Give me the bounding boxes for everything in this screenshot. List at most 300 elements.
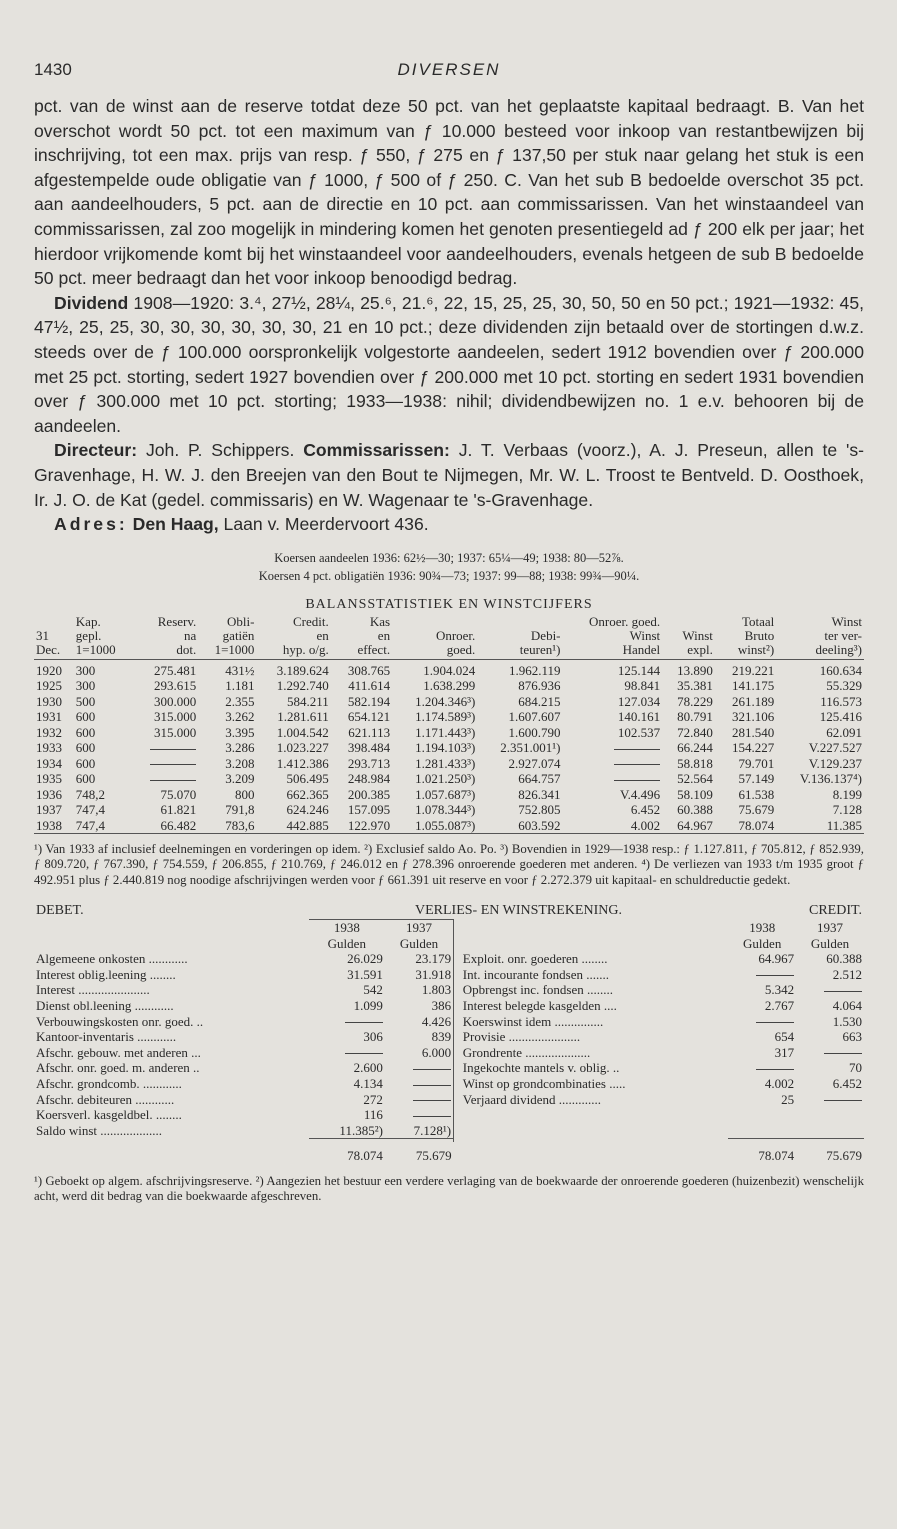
- balans-cell: 293.713: [347, 755, 391, 771]
- balans-cell: 55.329: [826, 678, 862, 694]
- balans-column-header: gepl.: [75, 627, 102, 643]
- adres-city: Den Haag,: [132, 514, 219, 535]
- dash-rule: [413, 1085, 451, 1086]
- debet-item-label: Afschr. debiteuren ............: [36, 1091, 175, 1107]
- balans-cell: 1.904.024: [423, 662, 476, 678]
- debet-item-1938: 4.134: [353, 1076, 383, 1092]
- balans-cell: 78.229: [677, 693, 713, 709]
- balans-cell: 3.208: [225, 755, 255, 771]
- balans-cell: 72.840: [677, 724, 713, 740]
- balans-column-header: Totaal: [741, 613, 775, 629]
- balans-cell: 500: [75, 693, 96, 709]
- debet-item-1938: [309, 1045, 385, 1061]
- dash-rule: [413, 1116, 451, 1117]
- balans-column-header: Debi-: [530, 627, 561, 643]
- balans-cell: 1.055.087³): [415, 817, 476, 833]
- credit-item-1937: 1.530: [832, 1013, 862, 1029]
- balans-cell: 783,6: [225, 817, 255, 833]
- balans-cell: 308.765: [347, 662, 391, 678]
- balans-cell: 1.023.227: [276, 740, 329, 756]
- balans-cell: 62.091: [826, 724, 862, 740]
- balans-column-header: hyp. o/g.: [256, 643, 330, 660]
- balans-cell: 3.209: [225, 771, 255, 787]
- dash-rule: [345, 1053, 383, 1054]
- balans-cell: 1.181: [225, 678, 255, 694]
- balans-cell: 125.416: [819, 709, 862, 725]
- column-separator: [454, 1107, 461, 1123]
- credit-item-1937: [796, 1092, 864, 1108]
- balans-cell: 60.388: [677, 802, 713, 818]
- dash-rule: [614, 764, 660, 765]
- balans-cell: V.227.527: [808, 740, 862, 756]
- balans-cell: 1.600.790: [508, 724, 561, 740]
- balans-cell: 300.000: [154, 693, 197, 709]
- column-separator: [454, 1123, 461, 1139]
- balans-cell: 315.000: [154, 724, 197, 740]
- page: [34, 58, 864, 1205]
- balans-cell: 98.841: [624, 678, 661, 694]
- credit-item-1938: 317: [774, 1044, 795, 1060]
- credit-item-1938: [728, 967, 796, 983]
- balans-cell: 398.484: [347, 740, 391, 756]
- debet-unit-1937: Gulden: [399, 935, 439, 951]
- dash-rule: [756, 1069, 794, 1070]
- column-separator: [454, 1014, 461, 1030]
- balans-column-header: en: [377, 627, 391, 643]
- balans-cell: 1935: [36, 771, 62, 787]
- balans-cell: 600: [75, 709, 96, 725]
- credit-item-label: Opbrengst inc. fondsen ........: [462, 982, 613, 998]
- debet-year-1938: 1938: [309, 920, 385, 936]
- dash-rule: [824, 1100, 862, 1101]
- balans-cell: 7.128: [832, 802, 862, 818]
- column-separator: [454, 1029, 461, 1045]
- balans-cell: 293.615: [154, 678, 197, 694]
- credit-item-1937: [796, 1045, 864, 1061]
- balans-cell: V.4.496: [619, 786, 661, 802]
- balans-row: [34, 678, 864, 694]
- vw-row: [34, 1014, 864, 1030]
- debet-item-1937: 839: [431, 1029, 452, 1045]
- debet-item-1937: [385, 1060, 454, 1076]
- balans-column-header: [34, 615, 74, 629]
- balans-cell: 1.607.607: [508, 709, 561, 725]
- balans-cell: 8.199: [832, 786, 862, 802]
- balans-row: [34, 787, 864, 803]
- directeur-label: Directeur:: [54, 440, 138, 461]
- balans-cell: [563, 771, 663, 787]
- balans-cell: 122.970: [347, 817, 391, 833]
- balans-title: BALANSSTATISTIEK EN WINSTCIJFERS: [305, 596, 593, 612]
- balans-cell: 1.412.386: [276, 755, 329, 771]
- balans-cell: 125.144: [617, 662, 661, 678]
- adres-street: Laan v. Meerdervoort 436.: [218, 514, 429, 535]
- debet-item-1938: 306: [363, 1029, 383, 1045]
- balans-cell: 747,4: [75, 817, 106, 833]
- balans-column-header: effect.: [331, 643, 392, 660]
- debet-item-1937: 7.128¹): [413, 1122, 452, 1138]
- balans-cell: 624.246: [286, 802, 329, 818]
- balans-column-header: gatiën: [222, 627, 255, 643]
- debet-item-label: Algemeene onkosten ............: [36, 951, 188, 967]
- balans-row: [34, 725, 864, 741]
- vw-row: [34, 1045, 864, 1061]
- vw-row: [34, 1092, 864, 1108]
- credit-total-1938: 78.074: [758, 1148, 795, 1164]
- dash-rule: [614, 749, 660, 750]
- debet-total-1938: 78.074: [347, 1148, 383, 1164]
- balans-cell: 3.189.624: [276, 662, 329, 678]
- balans-cell: 248.984: [347, 771, 391, 787]
- vw-row: [34, 982, 864, 998]
- column-separator: [454, 1076, 461, 1092]
- debet-item-1937: 31.918: [415, 966, 452, 982]
- credit-item-1937: 70: [849, 1060, 862, 1076]
- empty-cell: [34, 1142, 309, 1164]
- credit-item-label: Grondrente ....................: [462, 1044, 591, 1060]
- directeur-text: Joh. P. Schippers.: [137, 440, 304, 461]
- balans-cell: 2.927.074: [508, 755, 561, 771]
- credit-item-label: Verjaard dividend .............: [462, 1091, 602, 1107]
- balans-cell: 1.194.103³): [415, 740, 476, 756]
- balans-header-row: [34, 615, 864, 629]
- balans-cell: V.129.237: [808, 755, 862, 771]
- balans-column-header: Bruto: [744, 627, 775, 643]
- balans-cell: 75.070: [160, 786, 197, 802]
- balans-cell: 35.381: [677, 678, 713, 694]
- debet-item-1938: 272: [363, 1091, 383, 1107]
- balans-cell: 300: [75, 678, 96, 694]
- balans-column-header: Reserv.: [157, 613, 197, 629]
- vw-row: [34, 1029, 864, 1045]
- dash-rule: [824, 1053, 862, 1054]
- credit-item-1937: 663: [842, 1029, 862, 1045]
- balans-cell: 3.286: [225, 740, 255, 756]
- balans-cell: 160.634: [819, 662, 862, 678]
- balans-row: [34, 709, 864, 725]
- balans-cell: 3.395: [225, 724, 255, 740]
- page-number: 1430: [34, 60, 72, 79]
- balans-cell: 1.292.740: [276, 678, 329, 694]
- balans-cell: 411.614: [348, 678, 391, 694]
- balans-row: [34, 694, 864, 710]
- body-text: [34, 94, 864, 537]
- debet-item-1938: 542: [363, 982, 383, 998]
- balans-cell: 6.452: [630, 802, 661, 818]
- debet-item-1938: 1.099: [353, 998, 383, 1014]
- credit-item-1938: 5.342: [764, 982, 795, 998]
- balans-column-header: 31: [36, 627, 49, 643]
- paragraph-dividend: [34, 291, 864, 439]
- balans-cell: 281.540: [732, 724, 775, 740]
- debet-item-1937: 386: [431, 998, 452, 1014]
- credit-unit-1938: Gulden: [743, 935, 782, 951]
- vw-title: VERLIES- EN WINSTREKENING.: [414, 903, 622, 919]
- balans-cell: 600: [75, 724, 96, 740]
- credit-item-1938: 4.002: [764, 1076, 795, 1092]
- vw-row: [34, 1107, 864, 1123]
- vw-row: [34, 1076, 864, 1092]
- dash-rule: [345, 1022, 383, 1023]
- balans-cell: 584.211: [286, 693, 329, 709]
- balans-column-header: expl.: [662, 643, 715, 660]
- koersen-aandeelen: Koersen aandeelen 1936: 62½—30; 1937: 65¼—49; 1938: 80—52⅞.: [274, 550, 624, 565]
- debet-year-1937: 1937: [385, 920, 454, 936]
- balans-header-row: [34, 643, 864, 660]
- vw-row: [34, 967, 864, 983]
- balans-cell: 157.095: [347, 802, 391, 818]
- balans-cell: 582.194: [347, 693, 391, 709]
- debet-item-label: Interest oblig.leening ........: [36, 966, 176, 982]
- balans-notes-text: ¹) Van 1933 af inclusief deelnemingen en vorderingen op idem. ²) Exclusief saldo Ao. Po. ³) Bovendien in 1929—1938 resp.: ƒ 1.127.811, ƒ 705.812, ƒ 852.939, ƒ 809.720, ƒ 767.390, ƒ 754.559, ƒ 206.855, ƒ 210.769, ƒ 246.012 en ƒ 278.396 onroerende goederen met anderen. ⁴) De verliezen van 1933 t/m 1935 groot ƒ 492.951 plus ƒ 2.440.819 nog noodige afschrijvingen werden voor ƒ 661.391 uit reserve en voor ƒ 2.272.379 uit kapitaal- en schuldreductie gedekt.: [34, 842, 864, 887]
- balans-cell: 57.149: [738, 771, 775, 787]
- credit-year-1937: 1937: [817, 919, 844, 935]
- empty-cell: [796, 1123, 864, 1139]
- balans-cell: V.136.137⁴): [799, 771, 862, 787]
- balans-row: [34, 740, 864, 756]
- debet-item-label: Verbouwingskosten onr. goed. ..: [36, 1013, 204, 1029]
- balans-cell: 315.000: [154, 709, 197, 725]
- balans-cell: 506.495: [286, 771, 329, 787]
- balans-cell: 1932: [36, 724, 62, 740]
- debet-item-1937: 6.000: [421, 1044, 452, 1060]
- empty-cell: [728, 1123, 796, 1139]
- balans-row: [34, 818, 864, 834]
- balans-cell: 2.351.001¹): [500, 740, 561, 756]
- adres-label: Adres:: [54, 514, 128, 535]
- balans-cell: 752.805: [518, 802, 561, 818]
- debet-item-label: Saldo winst ...................: [36, 1123, 163, 1139]
- balans-cell: 1.638.299: [423, 678, 476, 694]
- balans-cell: 64.967: [677, 817, 713, 833]
- balans-cell: 654.121: [347, 709, 391, 725]
- balans-column-header: Dec.: [34, 643, 74, 660]
- balans-cell: 1933: [36, 740, 62, 756]
- column-separator: [454, 982, 461, 998]
- balans-column-header: deeling³): [776, 643, 864, 660]
- dash-rule: [614, 780, 660, 781]
- vw-row: [34, 951, 864, 967]
- balans-cell: 66.482: [160, 817, 197, 833]
- balans-cell: 58.818: [677, 755, 713, 771]
- dash-rule: [413, 1100, 451, 1101]
- debet-item-label: Kantoor-inventaris ............: [36, 1029, 177, 1045]
- koersen-block: [34, 549, 864, 585]
- balans-cell: 2.355: [225, 693, 255, 709]
- balans-cell: 1.281.611: [277, 709, 329, 725]
- empty-cell: [461, 1142, 728, 1164]
- debet-unit-1938: Gulden: [327, 935, 366, 951]
- balans-cell: [132, 740, 198, 756]
- credit-item-1938: [728, 1014, 796, 1030]
- empty-cell: [461, 1107, 728, 1123]
- balans-row: [34, 756, 864, 772]
- empty-cell: [796, 1107, 864, 1123]
- balans-column-header: [662, 615, 715, 629]
- debet-item-1938: [309, 1014, 385, 1030]
- balans-column-header: winst²): [715, 643, 776, 660]
- balans-column-header: goed.: [392, 643, 477, 660]
- balans-column-header: ter ver-: [824, 627, 862, 643]
- credit-item-1937: 60.388: [826, 951, 862, 967]
- debet-item-label: Interest ......................: [36, 982, 150, 998]
- empty-cell: [461, 1123, 728, 1139]
- balans-cell: 600: [75, 771, 96, 787]
- debet-item-1937: [385, 1076, 454, 1092]
- column-separator: [454, 1092, 461, 1108]
- balans-cell: 1.174.589³): [415, 709, 476, 725]
- page-header: [34, 58, 864, 86]
- debet-item-label: Dienst obl.leening ............: [36, 998, 174, 1014]
- column-separator: [454, 967, 461, 983]
- column-separator: [454, 951, 461, 967]
- balans-cell: 275.481: [154, 662, 197, 678]
- balans-column-header: Kap.: [75, 613, 101, 629]
- balans-cell: 1925: [36, 678, 62, 694]
- balans-column-header: 1=1000: [74, 643, 132, 660]
- balans-cell: 1937: [36, 802, 62, 818]
- dividend-label: Dividend: [54, 292, 129, 313]
- debet-item-label: Koersverl. kasgeldbel. ........: [36, 1107, 182, 1123]
- balans-cell: 61.538: [738, 786, 775, 802]
- balans-cell: 11.385: [826, 817, 862, 833]
- balans-cell: 154.227: [732, 740, 775, 756]
- dash-rule: [756, 1022, 794, 1023]
- balans-column-header: Handel: [563, 643, 663, 660]
- debet-item-1938: 31.591: [347, 966, 383, 982]
- balans-cell: 127.034: [617, 693, 661, 709]
- balans-cell: 603.592: [518, 817, 561, 833]
- balans-cell: 1.057.687³): [415, 786, 476, 802]
- credit-item-label: Interest belegde kasgelden ....: [462, 998, 617, 1014]
- balans-cell: 1.171.443³): [415, 724, 476, 740]
- debet-item-label: Afschr. gebouw. met anderen ...: [36, 1044, 201, 1060]
- balans-cell: 102.537: [617, 724, 661, 740]
- balans-cell: [132, 771, 198, 787]
- paragraph-directors: [34, 438, 864, 512]
- credit-total-1937: 75.679: [826, 1148, 862, 1164]
- credit-year-1938: 1938: [749, 919, 776, 935]
- balans-row: [34, 771, 864, 787]
- credit-item-1937: 2.512: [832, 966, 862, 982]
- balans-column-header: teuren¹): [477, 643, 562, 660]
- balans-cell: [563, 756, 663, 772]
- credit-item-label: Exploit. onr. goederen ........: [462, 951, 608, 967]
- balans-cell: 58.109: [677, 786, 713, 802]
- debet-item-1938: 2.600: [353, 1060, 383, 1076]
- balans-column-header: [477, 615, 562, 629]
- balans-column-header: dot.: [132, 643, 198, 660]
- credit-unit-1937: Gulden: [810, 935, 850, 951]
- balans-cell: 300: [75, 662, 96, 678]
- balans-cell: 1.204.346³): [415, 693, 476, 709]
- balans-cell: 140.161: [617, 709, 661, 725]
- vw-row: [34, 1123, 864, 1139]
- balans-cell: 61.821: [160, 802, 197, 818]
- balans-cell: 431½: [225, 662, 255, 678]
- balans-cell: 3.262: [225, 709, 255, 725]
- debet-item-1937: [385, 1107, 454, 1123]
- credit-label: CREDIT.: [808, 903, 862, 919]
- balans-cell: 1934: [36, 755, 62, 771]
- balans-cell: [132, 756, 198, 772]
- credit-item-1938: 64.967: [758, 951, 795, 967]
- debet-total-1937: 75.679: [415, 1148, 452, 1164]
- vw-footnote: [34, 1174, 864, 1205]
- balans-cell: 321.106: [732, 709, 775, 725]
- balans-cell: 1.004.542: [276, 724, 329, 740]
- balans-column-header: Credit.: [292, 613, 329, 629]
- dash-rule: [756, 975, 794, 976]
- balans-cell: 684.215: [518, 693, 561, 709]
- dash-rule: [413, 1069, 451, 1070]
- balans-cell: 200.385: [347, 786, 391, 802]
- balans-cell: 800: [234, 786, 255, 802]
- balans-table: [34, 615, 864, 837]
- column-separator: [454, 998, 461, 1014]
- balans-cell: 75.679: [738, 802, 775, 818]
- dividend-text: 1908—1920: 3.⁴, 27½, 28¼, 25.⁶, 21.⁶, 22, 15, 25, 25, 30, 50, 50 en 50 pct.; 1921—1932: 45, 47½, 25, 25, 30, 30, 30, 30, 30, 30, 21 en 10 pct.; deze dividenden zijn betaald over de stortingen d.w.z. steeds over de ƒ 100.000 oorspronkelijk volgestorte aandeelen, sedert 1912 bovendien over ƒ 200.000 met 25 pct. storting, sedert 1927 bovendien over ƒ 200.000 met 10 pct. storting en sedert 1931 bovendien over ƒ 300.000 met 10 pct. storting; 1933—1938: nihil; dividendbewijzen no. 1 e.v. behooren bij de aandeelen.: [34, 292, 864, 436]
- balans-column-header: Onroer. goed.: [589, 613, 661, 629]
- debet-item-1937: 23.179: [415, 951, 452, 967]
- verlies-winst-table: [34, 902, 864, 1164]
- balans-cell: 876.936: [518, 678, 561, 694]
- vw-totals-row: [34, 1142, 864, 1164]
- balans-cell: 442.885: [286, 817, 329, 833]
- debet-item-1937: 4.426: [421, 1013, 452, 1029]
- balans-column-header: Obli-: [226, 613, 255, 629]
- koersen-obligaties: Koersen 4 pct. obligatiën 1936: 90¾—73; 1937: 99—88; 1938: 99¾—90¼.: [258, 568, 640, 583]
- balans-cell: 1.078.344³): [415, 802, 476, 818]
- balans-column-header: Kas: [369, 613, 391, 629]
- balans-cell: 662.365: [286, 786, 329, 802]
- balans-cell: 748,2: [75, 786, 106, 802]
- balans-column-header: na: [184, 627, 197, 643]
- balans-cell: 600: [75, 755, 96, 771]
- paragraph-address: [34, 512, 864, 537]
- balans-cell: 1920: [36, 662, 62, 678]
- balans-cell: [563, 740, 663, 756]
- page-title: DIVERSEN: [397, 60, 501, 79]
- balans-cell: 600: [75, 740, 96, 756]
- debet-item-1938: 11.385²): [339, 1122, 383, 1138]
- credit-item-1938: 654: [774, 1029, 795, 1045]
- balans-cell: 1936: [36, 786, 62, 802]
- balans-cell: 1931: [36, 709, 62, 725]
- balans-cell: 826.341: [518, 786, 561, 802]
- credit-item-1937: [796, 982, 864, 998]
- credit-item-label: Ingekochte mantels v. oblig. ..: [462, 1060, 620, 1076]
- dash-rule: [150, 780, 196, 781]
- debet-label: DEBET.: [36, 903, 84, 919]
- credit-item-1937: 4.064: [832, 998, 862, 1014]
- balans-column-header: Winst: [682, 627, 713, 643]
- balans-cell: 1938: [36, 817, 62, 833]
- dash-rule: [150, 764, 196, 765]
- balans-cell: 1930: [36, 693, 62, 709]
- balans-column-header: [392, 615, 477, 629]
- column-separator: [454, 1045, 461, 1061]
- credit-item-label: Winst op grondcombinaties .....: [462, 1076, 626, 1092]
- balans-cell: 80.791: [677, 709, 713, 725]
- balans-column-header: Onroer.: [435, 627, 476, 643]
- dash-rule: [824, 991, 862, 992]
- balans-cell: 621.113: [348, 724, 391, 740]
- balans-cell: 261.189: [732, 693, 775, 709]
- balans-column-header: 1=1000: [198, 643, 256, 660]
- credit-item-1938: [728, 1060, 796, 1076]
- debet-item-1937: 1.803: [421, 982, 452, 998]
